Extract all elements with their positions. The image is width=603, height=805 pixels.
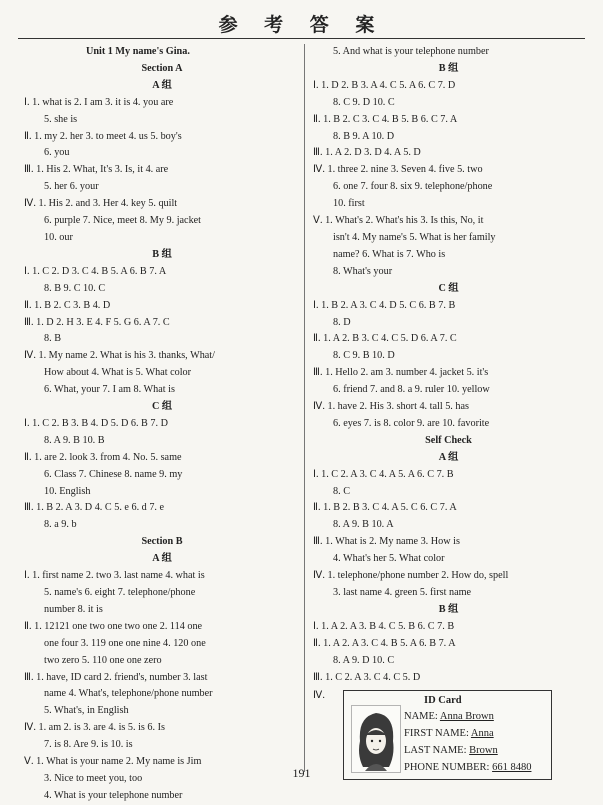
answer-line: Ⅰ. 1. C 2. D 3. C 4. B 5. A 6. B 7. A [24, 265, 167, 277]
right-lines [313, 44, 584, 686]
page-number: 191 [292, 766, 311, 780]
answer-line: number 8. it is [44, 603, 103, 615]
answer-line: Ⅳ. 1. telephone/phone number 2. How do, spell [313, 570, 509, 582]
answer-line: 10. first [333, 198, 365, 210]
portrait-photo [351, 705, 401, 773]
answer-line: name? 6. What is 7. Who is [333, 248, 446, 260]
answer-line: 3. last name 4. green 5. first name [333, 587, 472, 598]
answer-line: 8. C 9. B 10. D [333, 350, 395, 362]
answer-line: Ⅰ. 1. C 2. B 3. B 4. D 5. D 6. B 7. D [24, 417, 168, 429]
answer-line: A 组 [152, 553, 172, 565]
answer-line: Section B [141, 536, 183, 548]
answer-line: Ⅲ. 1. B 2. A 3. D 4. C 5. e 6. d 7. e [24, 502, 165, 514]
answer-line: Ⅳ. 1. am 2. is 3. are 4. is 5. is 6. Is [24, 722, 165, 734]
id-card-field [404, 742, 531, 759]
answer-line: 8. a 9. b [44, 519, 77, 531]
answer-line: A 组 [438, 451, 459, 463]
answer-line: Ⅳ. 1. have 2. His 3. short 4. tall 5. has [313, 401, 469, 413]
answer-line: Unit 1 My name's Gina. [86, 46, 190, 57]
exercise-number: Ⅳ. [313, 690, 325, 702]
field-value: Anna Brown [439, 711, 494, 723]
answer-line: Ⅳ. 1. His 2. and 3. Her 4. key 5. quilt [24, 198, 178, 210]
answer-line: 10. English [44, 485, 91, 497]
answer-line: Ⅲ. 1. What is 2. My name 3. How is [313, 536, 460, 548]
answer-line: Ⅰ. 1. B 2. A 3. C 4. D 5. C 6. B 7. B [313, 299, 456, 311]
answer-line: Self Check [425, 434, 472, 446]
answer-line: name 4. What's, telephone/phone number [44, 688, 213, 700]
answer-line: Ⅴ. 1. What's 2. What's his 3. Is this, No, it [313, 215, 484, 227]
answer-line: Ⅰ. 1. D 2. B 3. A 4. C 5. A 6. C 7. D [313, 79, 456, 91]
answer-line: Ⅱ. 1. A 2. A 3. C 4. B 5. A 6. B 7. A [313, 637, 456, 649]
id-card-field [404, 708, 531, 725]
answer-line: Ⅰ. 1. what is 2. I am 3. it is 4. you are [24, 96, 174, 108]
answer-line: Ⅲ. 1. Hello 2. am 3. number 4. jacket 5. it's [313, 367, 489, 379]
answer-line: 8. C 9. D 10. C [333, 96, 395, 108]
answer-line: Ⅰ. 1. C 2. A 3. C 4. A 5. A 6. C 7. B [313, 468, 454, 480]
answer-line: 8. D [333, 316, 351, 328]
answer-line: Ⅱ. 1. B 2. C 3. C 4. B 5. B 6. C 7. A [313, 113, 458, 125]
answer-line: Ⅲ. 1. D 2. H 3. E 4. F 5. G 6. A 7. C [24, 316, 170, 328]
answer-line: Ⅱ. 1. B 2. C 3. B 4. D [24, 299, 111, 311]
answer-line: Ⅰ. 1. A 2. A 3. B 4. C 5. B 6. C 7. B [313, 620, 455, 632]
answer-line: Ⅳ. 1. My name 2. What is his 3. thanks, What/ [24, 350, 215, 362]
answer-line: Ⅲ. 1. C 2. A 3. C 4. C 5. D [313, 671, 421, 683]
answer-line: 6. Class 7. Chinese 8. name 9. my [44, 468, 183, 480]
page-title: 参 考 答 案 [218, 14, 385, 36]
column-divider [304, 44, 305, 772]
field-label: NAME: [404, 711, 440, 723]
answer-line: C 组 [438, 282, 459, 294]
answer-line: How about 4. What is 5. What color [44, 367, 192, 379]
answer-line: Ⅱ. 1. B 2. B 3. C 4. A 5. C 6. C 7. A [313, 502, 457, 514]
answer-line: 7. is 8. Are 9. is 10. is [44, 739, 133, 751]
answer-line: 8. B 9. C 10. C [44, 282, 106, 294]
header-rule [18, 38, 585, 39]
answer-line: isn't 4. My name's 5. What is her family [333, 231, 496, 243]
answer-line: B 组 [438, 62, 459, 74]
answer-line: Section A [141, 62, 183, 74]
answer-line: 6. purple 7. Nice, meet 8. My 9. jacket [44, 215, 202, 227]
answer-line: Ⅲ. 1. His 2. What, It's 3. Is, it 4. are [24, 164, 169, 176]
id-card-field [404, 725, 531, 742]
field-label: LAST NAME: [404, 745, 470, 757]
answer-line: 6. What, your 7. I am 8. What is [44, 384, 175, 396]
answer-line: Ⅱ. 1. A 2. B 3. C 4. C 5. D 6. A 7. C [313, 333, 457, 345]
answer-line: one four 3. 119 one one nine 4. 120 one [44, 637, 206, 649]
answer-line: 3. Nice to meet you, too [44, 772, 143, 784]
answer-line: 8. B [44, 333, 61, 345]
answer-line: 8. What's your [333, 265, 393, 277]
answer-line: B 组 [152, 248, 172, 260]
answer-line: 4. What is your telephone number [44, 789, 183, 801]
answer-line: Ⅰ. 1. first name 2. two 3. last name 4. what is [24, 570, 205, 582]
answer-line: 5. And what is your telephone number [333, 46, 489, 57]
answer-line: Ⅱ. 1. are 2. look 3. from 4. No. 5. same [24, 451, 182, 463]
answer-line: two zero 5. 110 one one zero [44, 654, 162, 666]
field-value: Anna [470, 728, 494, 740]
answer-line: 8. C [333, 485, 350, 497]
answer-line: A 组 [152, 79, 172, 91]
left-column [24, 44, 300, 805]
field-value: Brown [469, 745, 498, 757]
answer-line: 5. her 6. your [44, 181, 99, 193]
answer-line: 6. you [44, 147, 70, 159]
answer-line: B 组 [438, 603, 459, 615]
answer-line: 8. B 9. A 10. D [333, 130, 395, 142]
answer-line: 6. eyes 7. is 8. color 9. are 10. favorite [333, 417, 490, 429]
answer-line: Ⅲ. 1. have, ID card 2. friend's, number 3. last [24, 671, 208, 683]
answer-line: 8. A 9. B 10. A [333, 519, 394, 531]
answer-line: 5. she is [44, 113, 78, 125]
answer-line: Ⅱ. 1. my 2. her 3. to meet 4. us 5. boy's [24, 130, 182, 142]
answer-line: 5. What's, in English [44, 705, 129, 717]
field-label: FIRST NAME: [404, 728, 471, 740]
answer-line: 6. friend 7. and 8. a 9. ruler 10. yellow [333, 384, 490, 396]
answer-line: Ⅱ. 1. 12121 one two one two one 2. 114 one [24, 620, 203, 632]
answer-line: 6. one 7. four 8. six 9. telephone/phone [333, 181, 493, 193]
answer-line: Ⅳ. 1. three 2. nine 3. Seven 4. five 5. two [313, 164, 483, 176]
field-value: 661 8480 [492, 762, 532, 774]
answer-line: 8. A 9. B 10. B [44, 434, 105, 446]
answer-line: C 组 [151, 401, 173, 413]
answer-line: 4. What's her 5. What color [333, 553, 445, 565]
answer-line: 10. our [44, 231, 73, 243]
answer-line: 8. A 9. D 10. C [333, 654, 395, 666]
answer-line: Ⅴ. 1. What is your name 2. My name is Jim [24, 756, 202, 768]
field-label: PHONE NUMBER: [404, 762, 493, 774]
right-column [313, 44, 584, 784]
answer-line: 5. name's 6. eight 7. telephone/phone [44, 587, 196, 598]
answer-line: Ⅲ. 1. A 2. D 3. D 4. A 5. D [313, 147, 421, 159]
id-card-title: ID Card [424, 695, 462, 707]
